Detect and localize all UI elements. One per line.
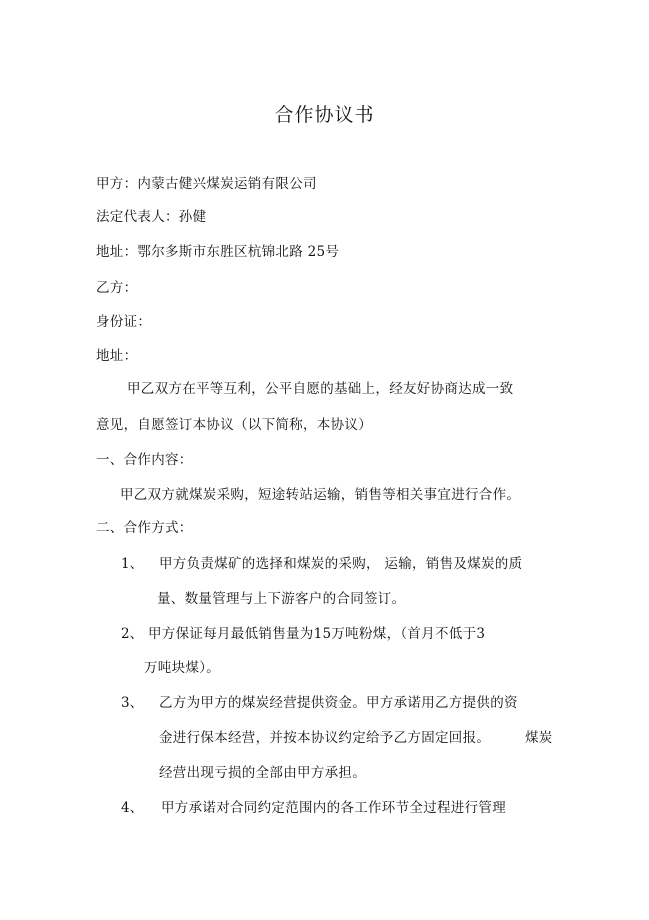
item-4-line-1: 甲方承诺对合同约定范围内的各工作环节全过程进行管理 <box>161 800 506 816</box>
party-b-line: 乙方： <box>96 280 138 296</box>
party-a-address-line: 地址：鄂尔多斯市东胜区杭锦北路 25号 <box>96 244 340 260</box>
section-2-heading: 二、合作方式： <box>96 520 193 536</box>
item-4-number: 4、 <box>121 800 144 816</box>
preamble-line-2: 意见，自愿签订本协议（以下简称，本协议） <box>96 417 372 433</box>
section-1-body: 甲乙双方就煤炭采购，短途转站运输，销售等相关事宜进行合作。 <box>120 487 521 503</box>
preamble-line-1: 甲乙双方在平等互利，公平自愿的基础上，经友好协商达成一致 <box>127 381 514 397</box>
section-1-heading: 一、合作内容： <box>96 452 193 468</box>
legal-representative-line: 法定代表人：孙健 <box>96 209 207 225</box>
party-b-address-line: 地址： <box>96 348 138 364</box>
item-3-number: 3、 <box>121 695 144 711</box>
item-3-line-1: 乙方为甲方的煤炭经营提供资金。甲方承诺用乙方提供的资 <box>159 695 518 711</box>
item-2-number: 2、 <box>121 626 144 642</box>
document-title: 合作协议书 <box>274 104 375 126</box>
item-2-line-2: 万吨块煤）。 <box>144 660 221 676</box>
item-3-line-2-tail: 煤炭 <box>525 730 553 746</box>
item-1-number: 1、 <box>121 556 144 572</box>
party-a-line: 甲方：内蒙古健兴煤炭运销有限公司 <box>96 176 317 192</box>
item-1-line-1: 甲方负责煤矿的选择和煤炭的采购， 运输，销售及煤炭的质 <box>159 556 523 572</box>
item-3-line-3: 经营出现亏损的全部由甲方承担。 <box>159 765 366 781</box>
id-card-line: 身份证： <box>96 314 152 330</box>
item-1-line-2: 量、数量管理与上下游客户的合同签订。 <box>157 591 406 607</box>
item-3-line-2: 金进行保本经营，并按本协议约定给予乙方固定回报。 <box>159 730 491 746</box>
item-2-line-1: 甲方保证每月最低销售量为15万吨粉煤，（首月不低于3 <box>148 626 486 642</box>
